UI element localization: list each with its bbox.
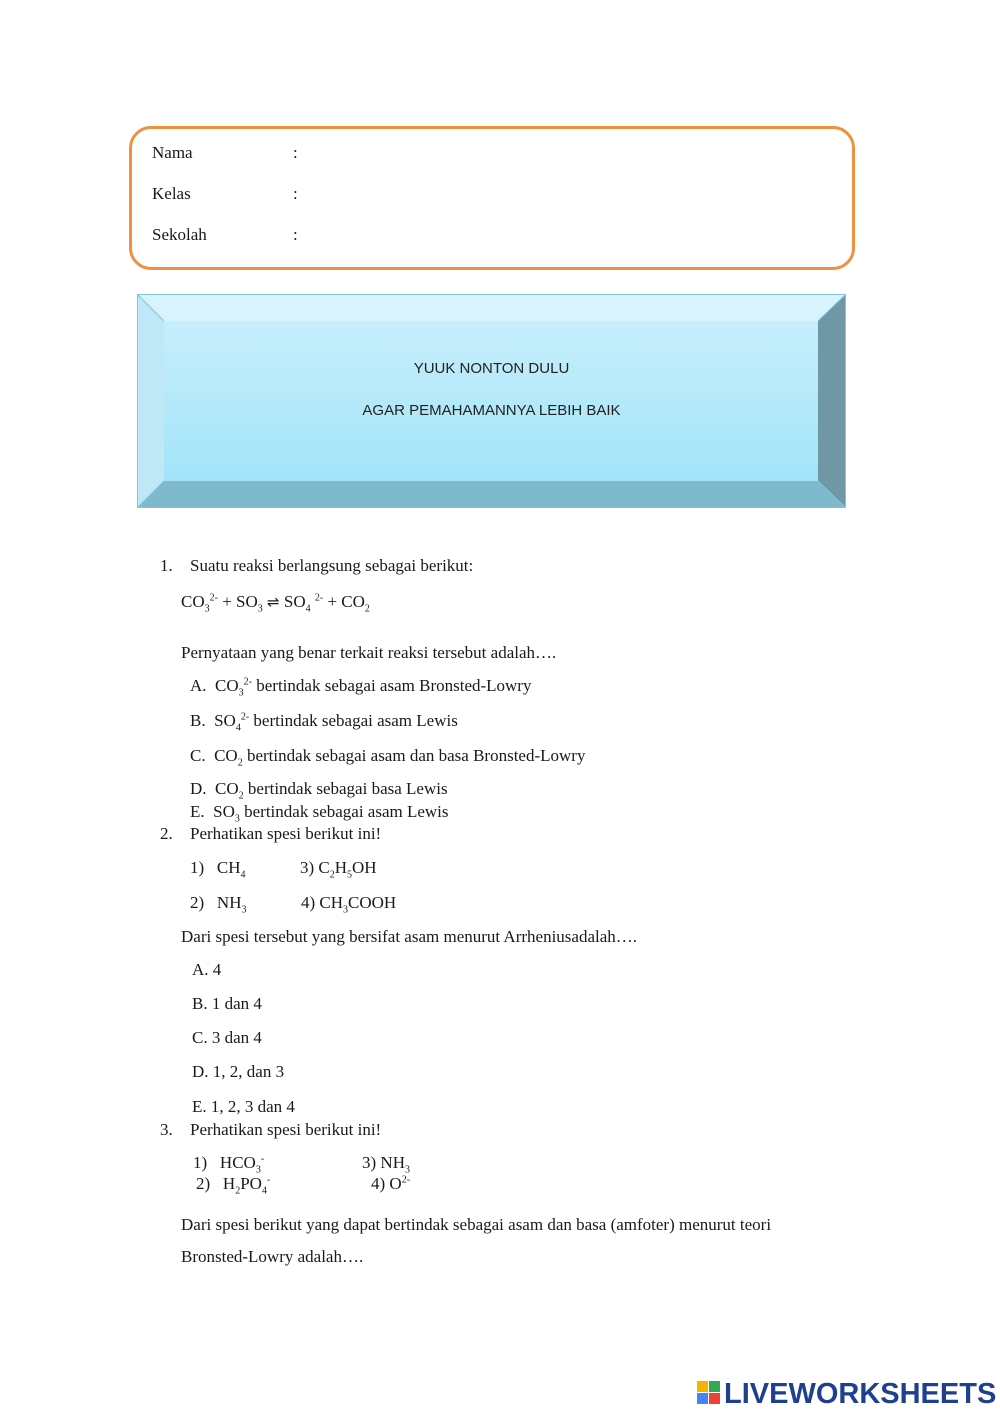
school-label: Sekolah [152, 225, 207, 244]
option-text: 1, 2, dan 3 [212, 1062, 285, 1081]
name-label: Nama [152, 143, 193, 162]
q2-number: 2. [160, 824, 173, 843]
logo-text: LIVEWORKSHEETS [724, 1378, 997, 1410]
equilibrium-arrow-icon: ⇌ [267, 593, 280, 611]
q3-species-2: 2) $H_2PO_4^-$ [196, 1174, 271, 1197]
q1-stem: Suatu reaksi berlangsung sebagai berikut: [190, 556, 474, 575]
q3-species-3: 3) $NH_3$ [362, 1153, 410, 1176]
option-letter: A. [192, 960, 209, 979]
option-letter: B. [190, 711, 206, 730]
q3-prompt-line-1: Dari spesi berikut yang dapat bertindak sebagai asam dan basa (amfoter) menurut teori [181, 1215, 772, 1234]
option-text: 4 [212, 960, 222, 979]
option-text: bertindak sebagai asam dan basa Bronsted-Lowry [246, 746, 586, 765]
banner-line-2: AGAR PEMAHAMANNYA LEBIH BAIK [362, 402, 621, 419]
liveworksheets-grid-icon [697, 1381, 721, 1405]
class-label: Kelas [152, 184, 191, 203]
banner-line-1: YUUK NONTON DULU [413, 360, 570, 377]
q1-option-e[interactable]: E. $SO_3$ bertindak sebagai asam Lewis [190, 802, 449, 825]
school-colon: : [293, 225, 298, 244]
q1-option-d[interactable]: D. $CO_2$ bertindak sebagai basa Lewis [190, 779, 448, 802]
q2-species-3: 3) $C_2H_5OH$ [300, 858, 377, 881]
q1-prompt: Pernyataan yang benar terkait reaksi tersebut adalah…. [181, 643, 557, 662]
q2-species-2: 2) $NH_3$ [190, 893, 247, 916]
q2-option-e[interactable] [192, 1097, 295, 1117]
option-letter: A. [190, 676, 207, 695]
q3-stem: Perhatikan spesi berikut ini! [190, 1120, 382, 1139]
option-text: bertindak sebagai asam Bronsted-Lowry [256, 676, 532, 695]
q3-species-4: 4) $O^{2-}$ [371, 1174, 411, 1193]
option-letter: C. [192, 1028, 208, 1047]
q3-number: 3. [160, 1120, 173, 1139]
q1-equation: $CO_3^{2-} + SO_3$ ⇌ $SO_4$ $^{2-} + CO_2$ [181, 592, 370, 615]
option-text: 3 dan 4 [211, 1028, 262, 1047]
identity-box [129, 126, 855, 270]
q3-species-1: 1) $HCO_3^-$ [193, 1153, 265, 1176]
option-text: bertindak sebagai asam Lewis [253, 711, 458, 730]
q2-option-b[interactable] [192, 994, 262, 1014]
name-colon: : [293, 143, 298, 162]
name-row [152, 143, 298, 163]
q1-number: 1. [160, 556, 173, 575]
option-letter: D. [190, 779, 207, 798]
q3-prompt-line-2: Bronsted-Lowry adalah…. [181, 1247, 364, 1266]
q2-option-c[interactable] [192, 1028, 262, 1048]
q2-stem: Perhatikan spesi berikut ini! [190, 824, 382, 843]
class-row [152, 184, 298, 204]
q1-option-c[interactable]: C. $CO_2$ bertindak sebagai asam dan basa Bronsted-Lowry [190, 746, 586, 769]
q2-option-a[interactable] [192, 960, 221, 980]
option-text: 1, 2, 3 dan 4 [210, 1097, 295, 1116]
school-row [152, 225, 298, 245]
option-letter: B. [192, 994, 208, 1013]
option-letter: D. [192, 1062, 209, 1081]
video-banner [137, 294, 846, 508]
option-text: bertindak sebagai asam Lewis [244, 802, 449, 821]
q2-species-4: 4) $CH_3COOH$ [301, 893, 397, 916]
q2-prompt: Dari spesi tersebut yang bersifat asam menurut Arrheniusadalah…. [181, 927, 638, 946]
option-text: 1 dan 4 [211, 994, 262, 1013]
option-text: bertindak sebagai basa Lewis [247, 779, 448, 798]
q2-option-d[interactable] [192, 1062, 284, 1082]
banner-bevel [137, 294, 846, 508]
option-letter: E. [190, 802, 205, 821]
option-letter: E. [192, 1097, 207, 1116]
q1-option-a[interactable]: A. $CO_3^{2-}$ bertindak sebagai asam Bronsted-Lowry [190, 676, 532, 699]
option-letter: C. [190, 746, 206, 765]
q1-option-b[interactable]: B. $SO_4^{2-}$ bertindak sebagai asam Lewis [190, 711, 458, 734]
q2-species-1: 1) $CH_4$ [190, 858, 246, 881]
class-colon: : [293, 184, 298, 203]
